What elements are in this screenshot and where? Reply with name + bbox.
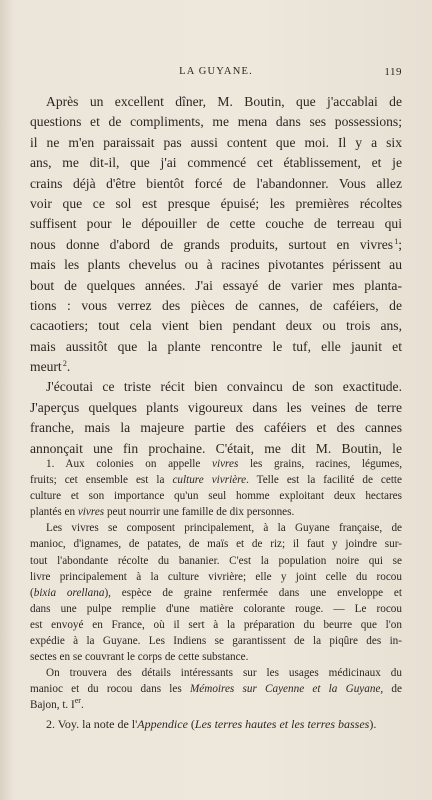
text-line: mais aussitôt que la plante rencontre le tuf, elle jaunit et bbox=[30, 338, 402, 354]
italic-term: culture vivrière bbox=[172, 474, 247, 487]
text-line: cacaotiers; tout cela vient bien pendant deux ou trois ans, bbox=[30, 318, 402, 334]
superscript: er bbox=[74, 696, 81, 706]
text-fragment: les grains, racines, légumes, bbox=[249, 458, 402, 470]
text-fragment: ), espèce de graine renfermée dans une enveloppe et bbox=[104, 586, 402, 599]
text-line bbox=[30, 357, 402, 377]
page-number: 119 bbox=[384, 66, 402, 78]
text-fragment: nous donne d'abord de grands produits, surtout en vivres bbox=[30, 236, 394, 252]
text-fragment: Bajon, t. I bbox=[30, 699, 75, 712]
text-fragment: ). bbox=[369, 716, 377, 731]
footnote-line bbox=[30, 697, 402, 713]
footnote-line bbox=[30, 504, 402, 520]
footnote-line: tout l'abondante récolte du bananier. C'est la population noire qui se bbox=[30, 554, 402, 567]
text-line: J'écoutai ce triste récit bien convaincu de son exactitude. bbox=[46, 379, 402, 395]
italic-title: Mémoires sur Cayenne et la Guyane bbox=[189, 683, 381, 696]
text-line: il ne m'en paraissait pas aussi content que moi. Il y a six bbox=[30, 134, 402, 150]
text-line: suffisent pour le dépouiller de cette couche de terreau qui bbox=[30, 216, 402, 232]
footnote-line: dans une pulpe remplie d'une matière colorante rouge. — Le rocou bbox=[30, 602, 402, 615]
text-line: questions et de compliments, me mena dans ses possessions; bbox=[30, 114, 402, 130]
text-line: franche, mais la majeure partie des caféiers et des cannes bbox=[30, 420, 402, 436]
footnote-line: livre principalement à la culture vivrière; elle y joint celle du rocou bbox=[30, 570, 402, 583]
footnote-line: On trouvera des détails intéressants sur les usages médicinaux du bbox=[46, 667, 402, 680]
footnote-line bbox=[30, 456, 402, 472]
text-fragment: manioc et du rocou dans les bbox=[30, 683, 182, 696]
text-line: annonçait une fin prochaine. C'était, me dit M. Boutin, le bbox=[30, 440, 402, 456]
text-fragment: plantés en bbox=[30, 506, 76, 519]
text-line: crains déjà d'être bientôt forcé de l'abandonner. Vous allez bbox=[30, 175, 402, 191]
footnote-line: manioc, d'ignames, de patates, de maïs et de riz; il faut y joindre sur- bbox=[30, 538, 402, 551]
text-fragment: fruits; cet ensemble est la bbox=[30, 474, 165, 487]
footnote-line: expédie à la Guyane. Les Indiens se garantissent de la piqûre des in- bbox=[30, 635, 402, 648]
text-fragment: . Telle est la facilité de cette bbox=[246, 474, 402, 487]
italic-term: Appendice bbox=[137, 716, 188, 731]
italic-title: Les terres hautes et les terres basses bbox=[194, 716, 370, 731]
text-fragment: peut nourrir une famille de dix personnes. bbox=[106, 506, 295, 519]
footnote-line: culture et son importance qu'un seul homme exploitant deux hectares bbox=[30, 490, 402, 503]
text-fragment: 2. Voy. la note de l' bbox=[46, 716, 138, 731]
text-fragment: ; bbox=[398, 236, 402, 252]
text-line: tions : vous verrez des pièces de cannes, de caféiers, de bbox=[30, 297, 402, 313]
footnote-line: Les vivres se composent principalement, à la Guyane française, de bbox=[46, 522, 402, 535]
footnote-line bbox=[30, 716, 402, 732]
footnote-line: sectes en se couvrant le corps de cette substance. bbox=[30, 651, 249, 664]
text-line: bout de quelques années. J'ai essayé de varier mes planta- bbox=[30, 277, 402, 293]
footnote-line bbox=[30, 585, 402, 601]
text-line: mais les plants chevelus ou à racines pivotantes périssent au bbox=[30, 257, 402, 273]
footnote-ref-2: 2 bbox=[62, 359, 67, 369]
running-title: LA GUYANE. bbox=[179, 66, 253, 77]
text-line: ans, me dit-il, que j'ai commencé cet établissement, et je bbox=[30, 155, 402, 171]
text-fragment: ( bbox=[187, 716, 195, 731]
footnote-line: est envoyé en France, où il sert à la préparation du beurre que l'on bbox=[30, 618, 402, 631]
text-fragment: . bbox=[80, 699, 84, 712]
main-text bbox=[30, 92, 402, 459]
text-line: J'aperçus quelques plants vigoureux dans les veines de terre bbox=[30, 399, 402, 415]
text-fragment: meurt bbox=[30, 359, 62, 375]
italic-term: bixia orellana bbox=[33, 586, 105, 599]
footnote-line bbox=[30, 681, 402, 697]
text-fragment: , de bbox=[380, 683, 402, 696]
text-fragment: 1. Aux colonies on appelle bbox=[46, 458, 201, 470]
text-line: Après un excellent dîner, M. Boutin, que j'accablai de bbox=[46, 94, 402, 109]
text-fragment: ( bbox=[30, 586, 34, 599]
footnote-ref-1: 1 bbox=[394, 236, 399, 246]
italic-term: vivres bbox=[212, 458, 239, 470]
running-header bbox=[30, 66, 402, 82]
text-line: voir que ce sol est presque épuisé; les premières récoltes bbox=[30, 195, 402, 211]
text-line bbox=[30, 235, 402, 255]
footnotes bbox=[30, 456, 402, 732]
text-fragment: . bbox=[66, 359, 71, 375]
italic-term: vivres bbox=[77, 506, 105, 519]
footnote-line bbox=[30, 472, 402, 488]
